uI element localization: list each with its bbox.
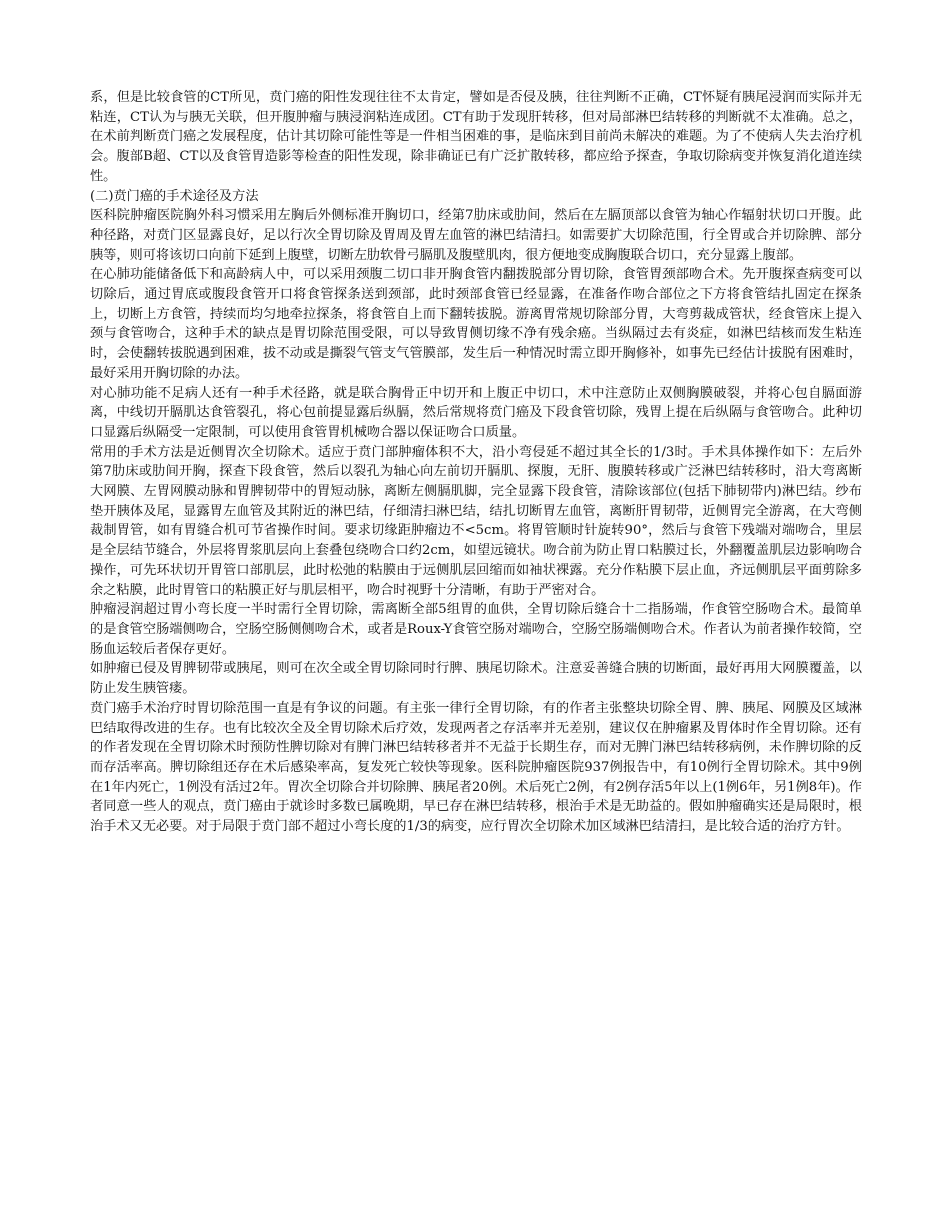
paragraph-left-thoracotomy: 医科院肿瘤医院胸外科习惯采用左胸后外侧标准开胸切口，经第7肋床或肋间，然后在左膈顶部以食管为轴心作辐射状切口开腹。此种径路，对贲门区显露良好，足以行次全胃切除及胃周及胃左血管的淋巴结清扫。如需要扩大切除范围，行全胃或合并切除脾、部分胰等，则可将该切口向前下延到上腹壁，切断左肋软骨弓膈肌及腹壁肌肉，很方便地变成胸腹联合切口，充分显露上腹部。 <box>90 208 862 263</box>
paragraph-subtotal-gastrectomy: 常用的手术方法是近侧胃次全切除术。适应于贲门部肿瘤体积不大，沿小弯侵延不超过其全长的1/3时。手术具体操作如下：左后外第7肋床或肋间开胸，探查下段食管，然后以裂孔为轴心向左前切开膈肌、探腹，无肝、腹膜转移或广泛淋巴结转移时，沿大弯离断大网膜、左胃网膜动脉和胃脾韧带中的胃短动脉，离断左侧膈肌脚，完全显露下段食管，清除该部位(包括下肺韧带内)淋巴结。纱布垫开胰体及尾，显露胃左血管及其附近的淋巴结，仔细清扫淋巴结，结扎切断胃左血管，离断肝胃韧带，近侧胃完全游离，在大弯侧裁制胃管，如有胃缝合机可节省操作时间。要求切缘距肿瘤边不<5cm。将胃管顺时针旋转90°，然后与食管下残端对端吻合，里层是全层结节缝合，外层将胃浆肌层向上套叠包绕吻合口约2cm，如望远镜状。吻合前为防止胃口粘膜过长，外翻覆盖肌层边影响吻合操作，可先环状切开胃管口部肌层，此时松弛的粘膜由于远侧肌层回缩而如袖状裸露。充分作粘膜下层止血，齐远侧肌层平面剪除多余之粘膜，此时胃管口的粘膜正好与肌层相平，吻合时视野十分清晰，有助于严密对合。 <box>90 444 862 598</box>
paragraph-transhiatal-stripping: 在心肺功能储备低下和高龄病人中，可以采用颈腹二切口非开胸食管内翻拨脱部分胃切除，食管胃颈部吻合术。先开腹探查病变可以切除后，通过胃底或腹段食管开口将食管探条送到颈部，此时颈部食管已经显露，在准备作吻合部位之下方将食管结扎固定在探条上，切断上方食管，持续而均匀地牵拉探条，将食管自上而下翻转拔脱。游离胃常规切除部分胃，大弯剪裁成管状，经食管床上提入颈与食管吻合，这种手术的缺点是胃切除范围受限，可以导致胃侧切缘不净有残余癌。当纵隔过去有炎症，如淋巴结核而发生粘连时，会使翻转拔脱遇到困难，拔不动或是撕裂气管支气管膜部，发生后一种情况时需立即开胸修补，如事先已经估计拔脱有困难时，最好采用开胸切除的办法。 <box>90 267 862 381</box>
paragraph-resection-extent: 贲门癌手术治疗时胃切除范围一直是有争议的问题。有主张一律行全胃切除，有的作者主张整块切除全胃、脾、胰尾、网膜及区域淋巴结取得改进的生存。也有比较次全及全胃切除术后疗效，发现两者之存活率并无差别，建议仅在肿瘤累及胃体时作全胃切除。还有的作者发现在全胃切除术时预防性脾切除对有脾门淋巴结转移者并不无益于长期生存，而对无脾门淋巴结转移病例，未作脾切除的反而存活率高。脾切除组还存在术后感染率高，复发死亡较快等现象。医科院肿瘤医院937例报告中，有10例行全胃切除术。其中9例在1年内死亡，1例没有活过2年。胃次全切除合并切除脾、胰尾者20例。术后死亡2例，有2例存活5年以上(1例6年，另1例8年)。作者同意一些人的观点，贲门癌由于就诊时多数已属晚期，早已存在淋巴结转移，根治手术是无助益的。假如肿瘤确实还是局限时，根治手术又无必要。对于局限于贲门部不超过小弯长度的1/3的病变，应行胃次全切除术加区域淋巴结清扫，是比较合适的治疗方针。 <box>90 700 862 835</box>
paragraph-total-gastrectomy: 肿瘤浸润超过胃小弯长度一半时需行全胃切除，需离断全部5组胃的血供，全胃切除后缝合十二指肠端，作食管空肠吻合术。最简单的是食管空肠端侧吻合，空肠空肠侧侧吻合术，或者是Roux-Y食管空肠对端吻合，空肠空肠端侧吻合术。作者认为前者操作较简，空肠血运较后者保存更好。 <box>90 602 862 657</box>
section-heading-surgical-approach: (二)贲门癌的手术途径及方法 <box>90 188 259 204</box>
paragraph-ct-assessment: 系，但是比较食管的CT所见，贲门癌的阳性发现往往不太肯定，譬如是否侵及胰，往往判断不正确，CT怀疑有胰尾浸润而实际并无粘连，CT认为与胰无关联，但开腹肿瘤与胰浸润粘连成团。CT有助于发现肝转移，但对局部淋巴结转移的判断就不太准确。总之，在术前判断贲门癌之发展程度，估计其切除可能性等是一件相当困难的事，是临床到目前尚未解决的难题。为了不使病人失去治疗机会。腹部B超、CT以及食管胃造影等检查的阳性发现，除非确证已有广泛扩散转移，都应给予探查，争取切除病变并恢复消化道连续性。 <box>90 90 862 184</box>
paragraph-splenectomy: 如肿瘤已侵及胃脾韧带或胰尾，则可在次全或全胃切除同时行脾、胰尾切除术。注意妥善缝合胰的切断面，最好再用大网膜覆盖，以防止发生胰管瘘。 <box>90 661 862 697</box>
document-body <box>90 88 862 837</box>
paragraph-sternotomy-approach: 对心肺功能不足病人还有一种手术径路，就是联合胸骨正中切开和上腹正中切口，术中注意防止双侧胸膜破裂，并将心包自膈面游离，中线切开膈肌达食管裂孔，将心包前提显露后纵膈，然后常规将贲门癌及下段食管切除，残胃上提在后纵隔与食管吻合。此种切口显露后纵隔受一定限制，可以使用食管胃机械吻合器以保证吻合口质量。 <box>90 385 862 440</box>
